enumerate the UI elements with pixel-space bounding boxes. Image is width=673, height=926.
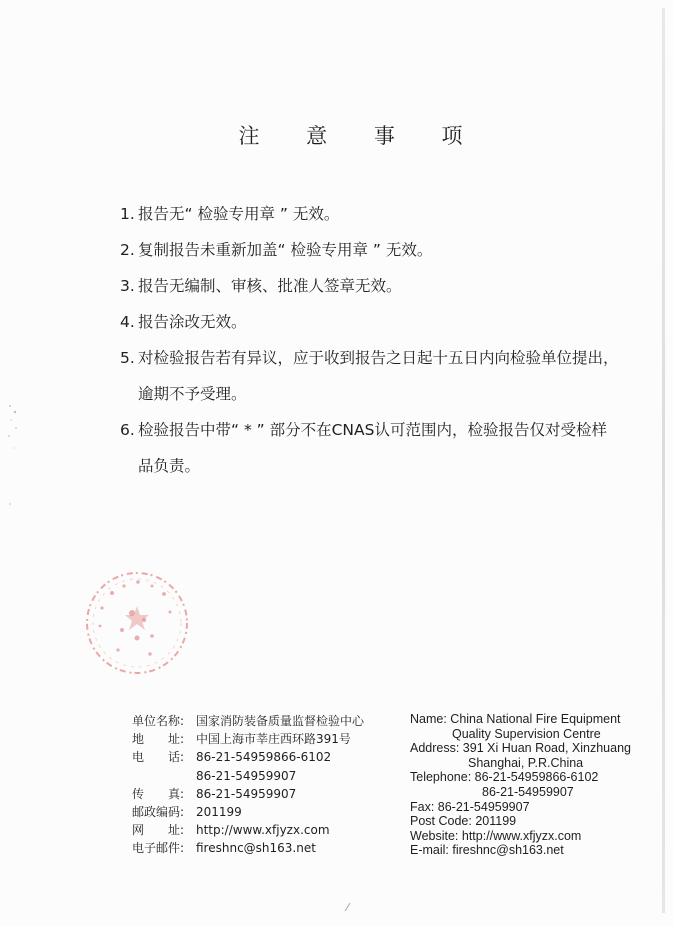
contact-row-fax	[132, 785, 392, 803]
note-number: 3.	[120, 277, 135, 295]
value: 中国上海市莘庄西环路391号	[196, 732, 351, 747]
label: 邮政编码:	[132, 805, 185, 820]
note-number: 6.	[120, 421, 135, 439]
value: fireshnc@sh163.net	[196, 841, 316, 856]
label: 网 址:	[132, 823, 185, 838]
contact-row-postcode	[132, 803, 392, 821]
contact-row-phone2	[132, 767, 392, 785]
note-text: 对检验报告若有异议，应于收到报告之日起十五日内向检验单位提出，逾期不予受理。	[138, 349, 619, 403]
scan-mark	[344, 902, 352, 912]
contact-row-email	[132, 839, 392, 857]
value: 86-21-54959907	[196, 786, 297, 801]
note-number: 5.	[120, 349, 135, 367]
value: 国家消防装备质量监督检验中心	[196, 714, 365, 728]
value: 86-21-54959866-6102	[196, 750, 332, 765]
seal-icon	[82, 568, 192, 678]
note-item	[120, 304, 620, 340]
contact-row-phone	[132, 748, 392, 766]
contact-row-unit	[132, 712, 392, 730]
note-text: 检验报告中带“ * ” 部分不在CNAS认可范围内，检验报告仅对受检样品负责。	[138, 421, 607, 475]
note-text: 复制报告未重新加盖“ 检验专用章 ” 无效。	[138, 241, 433, 259]
note-number: 1.	[120, 205, 135, 223]
en-telephone-line1: Telephone: 86-21-54959866-6102	[410, 770, 599, 785]
note-item	[120, 268, 620, 304]
label: 传 真:	[132, 786, 185, 801]
en-name-line1: Name: China National Fire Equipment	[410, 712, 621, 726]
note-text: 报告无“ 检验专用章 ” 无效。	[138, 205, 340, 223]
label: 电 话:	[132, 750, 185, 765]
label: 单位名称:	[132, 714, 185, 728]
note-item	[120, 196, 620, 232]
note-number: 2.	[120, 241, 135, 259]
en-email: E-mail: fireshnc@sh163.net	[410, 843, 564, 858]
note-item	[120, 232, 620, 268]
contact-chinese	[132, 712, 392, 858]
en-fax: Fax: 86-21-54959907	[410, 799, 530, 814]
en-website: Website: http://www.xfjyzx.com	[410, 828, 582, 843]
en-telephone-line2: 86-21-54959907	[482, 784, 574, 799]
note-item	[120, 412, 620, 484]
note-number: 4.	[120, 313, 135, 331]
note-text: 报告涂改无效。	[138, 313, 247, 331]
note-item	[120, 340, 620, 412]
label: 地 址:	[132, 732, 185, 747]
en-postcode: Post Code: 201199	[410, 814, 517, 829]
value: 86-21-54959907	[196, 768, 297, 783]
contact-row-website	[132, 821, 392, 839]
scan-specks	[6, 400, 20, 510]
en-address-line1: Address: 391 Xi Huan Road, Xinzhuang	[410, 741, 631, 756]
note-text: 报告无编制、审核、批准人签章无效。	[138, 277, 402, 295]
page-title: 注 意 事 项	[238, 124, 483, 148]
value: 201199	[196, 805, 242, 820]
contact-row-address	[132, 730, 392, 748]
en-address-line2: Shanghai, P.R.China	[468, 755, 584, 770]
value: http://www.xfjyzx.com	[196, 823, 330, 838]
label: 电子邮件:	[132, 841, 185, 856]
en-name-line2: Quality Supervision Centre	[452, 726, 601, 741]
notes-list	[120, 196, 620, 484]
contact-english	[410, 712, 660, 858]
